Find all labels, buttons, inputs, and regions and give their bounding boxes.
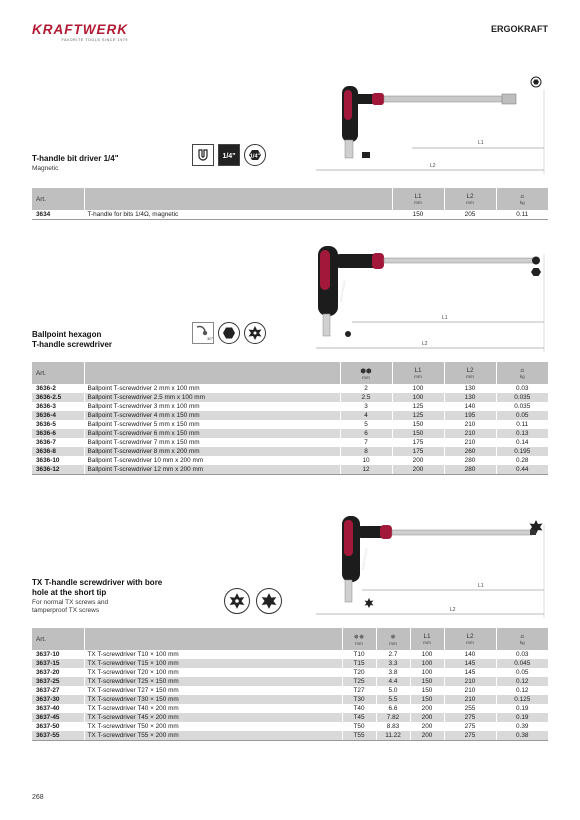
cell-l2: 195 — [444, 411, 496, 420]
cell-art: 3637-20 — [32, 668, 84, 677]
col-l1-unit: mm — [423, 640, 431, 645]
col-weight-unit: kg — [519, 199, 525, 205]
cell-l1: 150 — [410, 686, 444, 695]
table-row — [32, 393, 548, 402]
section-bit-driver — [32, 70, 548, 230]
col-bore — [376, 628, 410, 650]
col-l1-unit: mm — [414, 200, 422, 205]
cell-bore: 7.82 — [376, 713, 410, 722]
table-row — [32, 731, 548, 741]
cell-art: 3636-2 — [32, 384, 84, 393]
cell-bore: 4.4 — [376, 677, 410, 686]
cell-weight: 0.19 — [496, 713, 548, 722]
cell-size: 3 — [340, 402, 392, 411]
cell-tx-size: T15 — [342, 659, 376, 668]
cell-l2: 210 — [444, 677, 496, 686]
brand-tagline: FAVORITE TOOLS SINCE 1979 — [61, 38, 128, 42]
brand-logo — [32, 22, 128, 42]
hex-star-icon — [244, 322, 266, 344]
col-art: Art. — [32, 188, 84, 210]
dim-label-l1-1: L1 — [478, 140, 484, 146]
cell-tx-size: T40 — [342, 704, 376, 713]
col-description — [84, 188, 392, 210]
cell-art: 3636-8 — [32, 447, 84, 456]
cell-l2: 145 — [444, 659, 496, 668]
table-row — [32, 686, 548, 695]
col-weight-unit: kg — [519, 639, 525, 645]
cell-l1: 150 — [410, 695, 444, 704]
section-title: TX T-handle screwdriver with bore hole at the short tip — [32, 578, 163, 597]
section-tx-screwdriver — [32, 510, 548, 780]
cell-size: 2 — [340, 384, 392, 393]
cell-l2: 275 — [444, 731, 496, 741]
dim-label-l2-2: L2 — [422, 341, 428, 347]
cell-description: Ballpoint T-screwdriver 12 mm x 200 mm — [84, 465, 340, 475]
cell-weight: 0.195 — [496, 447, 548, 456]
cell-art: 3636-12 — [32, 465, 84, 475]
cell-tx-size: T50 — [342, 722, 376, 731]
cell-weight: 0.11 — [496, 420, 548, 429]
torx-size-icon: ✵✵ — [353, 633, 365, 641]
cell-art: 3636-5 — [32, 420, 84, 429]
table-row — [32, 429, 548, 438]
cell-l2: 275 — [444, 713, 496, 722]
col-weight — [496, 628, 548, 650]
cell-l1: 150 — [410, 677, 444, 686]
cell-l2: 280 — [444, 456, 496, 465]
cell-description: Ballpoint T-screwdriver 3 mm x 100 mm — [84, 402, 340, 411]
table-row — [32, 402, 548, 411]
cell-l2: 275 — [444, 722, 496, 731]
spec-table-bit-driver — [32, 188, 548, 220]
cell-description: Ballpoint T-screwdriver 6 mm x 150 mm — [84, 429, 340, 438]
cell-l2: 140 — [444, 650, 496, 659]
weight-icon: ⚖ — [520, 633, 525, 639]
cell-l2: 260 — [444, 447, 496, 456]
cell-l1: 125 — [392, 411, 444, 420]
table-row — [32, 210, 548, 220]
col-art: Art. — [32, 362, 84, 384]
cell-l1: 175 — [392, 447, 444, 456]
cell-l2: 255 — [444, 704, 496, 713]
page-number: 268 — [32, 794, 44, 801]
cell-tx-size: T55 — [342, 731, 376, 741]
cell-bore: 8.83 — [376, 722, 410, 731]
cell-weight: 0.28 — [496, 456, 548, 465]
cell-art: 3637-45 — [32, 713, 84, 722]
cell-tx-size: T25 — [342, 677, 376, 686]
section-title: T-handle bit driver 1/4" — [32, 154, 119, 163]
col-l2-unit: mm — [466, 640, 474, 645]
cell-description: TX T-screwdriver T10 × 100 mm — [84, 650, 342, 659]
hex-socket-icon — [244, 144, 266, 166]
cell-l2: 280 — [444, 465, 496, 475]
cell-weight: 0.12 — [496, 686, 548, 695]
col-size-unit: mm — [362, 374, 370, 380]
cell-description: TX T-screwdriver T40 × 200 mm — [84, 704, 342, 713]
cell-weight: 0.13 — [496, 429, 548, 438]
cell-description: Ballpoint T-screwdriver 8 mm x 200 mm — [84, 447, 340, 456]
dim-label-l2-1: L2 — [430, 163, 436, 169]
cell-l2: 210 — [444, 429, 496, 438]
feature-badges — [224, 588, 282, 614]
cell-l2: 210 — [444, 686, 496, 695]
cell-description: TX T-screwdriver T20 × 100 mm — [84, 668, 342, 677]
cell-l2: 210 — [444, 695, 496, 704]
table-header-row — [32, 628, 548, 650]
section-title: Ballpoint hexagon T-handle screwdriver — [32, 330, 113, 349]
cell-description: TX T-screwdriver T27 × 150 mm — [84, 686, 342, 695]
col-l2-label: L2 — [466, 193, 474, 200]
feature-badges — [192, 144, 266, 166]
cell-weight: 0.035 — [496, 402, 548, 411]
cell-bore: 6.6 — [376, 704, 410, 713]
cell-size: 4 — [340, 411, 392, 420]
col-l2-unit: mm — [466, 200, 474, 205]
cell-art: 3636-3 — [32, 402, 84, 411]
table-row — [32, 713, 548, 722]
cell-l1: 125 — [392, 402, 444, 411]
table-row — [32, 411, 548, 420]
table-row — [32, 465, 548, 475]
cell-weight: 0.39 — [496, 722, 548, 731]
cell-l1: 200 — [410, 713, 444, 722]
cell-weight: 0.38 — [496, 731, 548, 741]
cell-tx-size: T27 — [342, 686, 376, 695]
cell-l1: 100 — [410, 668, 444, 677]
col-l2-label: L2 — [466, 633, 474, 640]
cell-size: 6 — [340, 429, 392, 438]
col-l1-label: L1 — [414, 193, 422, 200]
section-subtitle: For normal TX screws and tamperproof TX screws — [32, 599, 109, 614]
cell-art: 3637-30 — [32, 695, 84, 704]
col-l1 — [410, 628, 444, 650]
cell-description: Ballpoint T-screwdriver 2 mm x 100 mm — [84, 384, 340, 393]
col-bore-unit: mm — [389, 640, 397, 646]
cell-weight: 0.11 — [496, 210, 548, 220]
cell-l1: 175 — [392, 438, 444, 447]
torx-tamper-icon — [256, 588, 282, 614]
tool-image-bit-driver — [312, 70, 548, 178]
cell-l1: 200 — [410, 722, 444, 731]
cell-description: Ballpoint T-screwdriver 4 mm x 150 mm — [84, 411, 340, 420]
dim-label-l1-3: L1 — [478, 583, 484, 589]
col-description — [84, 362, 340, 384]
col-l2 — [444, 628, 496, 650]
cell-weight: 0.14 — [496, 438, 548, 447]
col-l1 — [392, 362, 444, 384]
svg-text:KRAFTWERK: KRAFTWERK — [339, 279, 347, 303]
feature-badges — [192, 322, 266, 344]
cell-l1: 150 — [392, 420, 444, 429]
table-row — [32, 650, 548, 659]
col-l1-unit: mm — [414, 374, 422, 379]
cell-weight: 0.03 — [496, 384, 548, 393]
cell-weight: 0.05 — [496, 668, 548, 677]
square-drive-icon — [218, 144, 240, 166]
cell-bore: 2.7 — [376, 650, 410, 659]
col-description — [84, 628, 342, 650]
cell-weight: 0.05 — [496, 411, 548, 420]
cell-description: TX T-screwdriver T30 × 150 mm — [84, 695, 342, 704]
cell-description: TX T-screwdriver T15 × 100 mm — [84, 659, 342, 668]
col-l2 — [444, 188, 496, 210]
cell-tx-size: T45 — [342, 713, 376, 722]
cell-weight: 0.03 — [496, 650, 548, 659]
col-l1-label: L1 — [423, 633, 431, 640]
table-header-row — [32, 188, 548, 210]
cell-bore: 3.8 — [376, 668, 410, 677]
hex-size-icon: ⬢⬢ — [360, 367, 372, 375]
cell-art: 3637-27 — [32, 686, 84, 695]
brand-name: KRAFTWERK — [32, 22, 128, 37]
cell-size: 8 — [340, 447, 392, 456]
cell-l1: 150 — [392, 210, 444, 220]
cell-l1: 200 — [392, 465, 444, 475]
cell-description: TX T-screwdriver T45 × 200 mm — [84, 713, 342, 722]
section-ballpoint-hex — [32, 240, 548, 500]
table-row — [32, 677, 548, 686]
cell-art: 3637-25 — [32, 677, 84, 686]
cell-tx-size: T30 — [342, 695, 376, 704]
hexagon-icon — [218, 322, 240, 344]
col-l1-label: L1 — [414, 367, 422, 374]
cell-weight: 0.44 — [496, 465, 548, 475]
col-weight — [496, 188, 548, 210]
table-row — [32, 722, 548, 731]
col-l2 — [444, 362, 496, 384]
cell-description: Ballpoint T-screwdriver 10 mm x 200 mm — [84, 456, 340, 465]
hex-socket-label: 1/4" — [249, 153, 261, 160]
cell-art: 3636-6 — [32, 429, 84, 438]
spec-table-ballpoint — [32, 362, 548, 475]
cell-size: 5 — [340, 420, 392, 429]
table-body — [32, 210, 548, 220]
cell-weight: 0.12 — [496, 677, 548, 686]
cell-description: T-handle for bits 1/4Ω, magnetic — [84, 210, 392, 220]
cell-description: TX T-screwdriver T25 × 150 mm — [84, 677, 342, 686]
cell-l2: 140 — [444, 402, 496, 411]
magnet-icon — [192, 144, 214, 166]
cell-description: TX T-screwdriver T50 × 200 mm — [84, 722, 342, 731]
table-row — [32, 695, 548, 704]
dim-label-l1-2: L1 — [442, 315, 448, 321]
cell-art: 3634 — [32, 210, 84, 220]
cell-l2: 210 — [444, 438, 496, 447]
col-art: Art. — [32, 628, 84, 650]
col-tx-unit: mm — [355, 640, 363, 646]
cell-l1: 150 — [392, 429, 444, 438]
cell-bore: 11.22 — [376, 731, 410, 741]
table-header-row — [32, 362, 548, 384]
col-l2-label: L2 — [466, 367, 474, 374]
cell-description: Ballpoint T-screwdriver 7 mm x 150 mm — [84, 438, 340, 447]
table-row — [32, 704, 548, 713]
cell-l1: 200 — [410, 731, 444, 741]
cell-l2: 205 — [444, 210, 496, 220]
col-l2-unit: mm — [466, 374, 474, 379]
cell-weight: 0.035 — [496, 393, 548, 402]
table-row — [32, 659, 548, 668]
cell-art: 3637-10 — [32, 650, 84, 659]
dim-label-l2-3: L2 — [450, 607, 456, 613]
ball-angle-icon — [192, 322, 214, 344]
col-weight-unit: kg — [519, 373, 525, 379]
table-body — [32, 384, 548, 475]
spec-table-tx — [32, 628, 548, 741]
col-tx-size — [342, 628, 376, 650]
cell-weight: 0.045 — [496, 659, 548, 668]
cell-tx-size: T10 — [342, 650, 376, 659]
cell-art: 3636-7 — [32, 438, 84, 447]
cell-size: 7 — [340, 438, 392, 447]
cell-bore: 3.3 — [376, 659, 410, 668]
cell-art: 3636-10 — [32, 456, 84, 465]
cell-l1: 200 — [392, 456, 444, 465]
cell-l1: 100 — [410, 659, 444, 668]
svg-text:KRAFTWERK: KRAFTWERK — [361, 547, 369, 571]
bore-icon: ✵ — [390, 633, 396, 641]
cell-art: 3637-15 — [32, 659, 84, 668]
cell-size: 10 — [340, 456, 392, 465]
cell-l1: 100 — [410, 650, 444, 659]
table-body — [32, 650, 548, 741]
cell-l2: 210 — [444, 420, 496, 429]
table-row — [32, 456, 548, 465]
col-size — [340, 362, 392, 384]
cell-weight: 0.125 — [496, 695, 548, 704]
table-row — [32, 447, 548, 456]
cell-description: Ballpoint T-screwdriver 5 mm x 150 mm — [84, 420, 340, 429]
cell-l2: 130 — [444, 384, 496, 393]
cell-l1: 200 — [410, 704, 444, 713]
cell-l1: 100 — [392, 393, 444, 402]
table-row — [32, 384, 548, 393]
cell-description: Ballpoint T-screwdriver 2.5 mm x 100 mm — [84, 393, 340, 402]
cell-description: TX T-screwdriver T55 × 200 mm — [84, 731, 342, 741]
table-row — [32, 668, 548, 677]
col-weight — [496, 362, 548, 384]
cell-art: 3637-50 — [32, 722, 84, 731]
ball-angle-label: 30° — [207, 336, 213, 341]
cell-weight: 0.19 — [496, 704, 548, 713]
category-title: ERGOKRAFT — [491, 24, 548, 34]
cell-art: 3637-40 — [32, 704, 84, 713]
cell-bore: 5.5 — [376, 695, 410, 704]
square-drive-label: 1/4" — [222, 153, 236, 160]
cell-tx-size: T20 — [342, 668, 376, 677]
cell-art: 3636-4 — [32, 411, 84, 420]
cell-art: 3637-55 — [32, 731, 84, 741]
col-l1 — [392, 188, 444, 210]
cell-size: 2.5 — [340, 393, 392, 402]
cell-bore: 5.0 — [376, 686, 410, 695]
weight-icon: ⚖ — [520, 367, 525, 373]
weight-icon: ⚖ — [520, 193, 525, 199]
cell-l2: 130 — [444, 393, 496, 402]
cell-size: 12 — [340, 465, 392, 475]
torx-icon — [224, 588, 250, 614]
section-subtitle: Magnetic — [32, 165, 59, 172]
cell-l1: 100 — [392, 384, 444, 393]
cell-l2: 145 — [444, 668, 496, 677]
table-row — [32, 438, 548, 447]
tool-image-tx — [312, 510, 548, 618]
tool-image-ballpoint — [312, 240, 548, 352]
table-row — [32, 420, 548, 429]
cell-art: 3636-2.5 — [32, 393, 84, 402]
